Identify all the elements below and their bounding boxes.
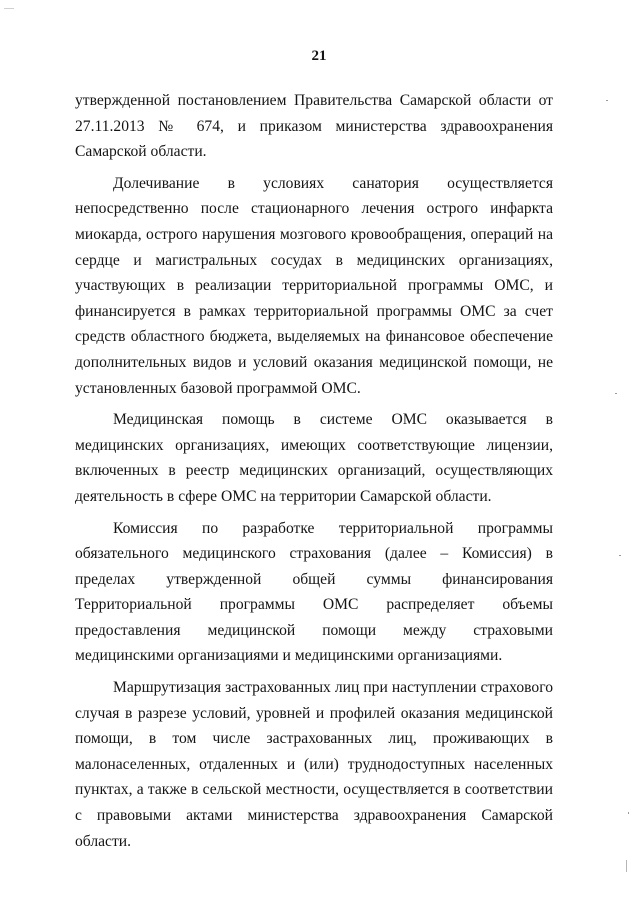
scan-speck <box>615 393 617 394</box>
paragraph-routing: Маршрутизация застрахованных лиц при наступлении страхового случая в разрезе условий, уровней и профилей оказания медицинской помощи, в том числе застрахованных лиц, проживающих в малонаселенных, отдаленных и (или) труднодоступных населенных пунктах, а также в сельской местности, осуществляется в соответствии с правовыми актами министерства здравоохранения Самарской области. <box>75 679 553 850</box>
paragraph-rehabilitation: Долечивание в условиях санатория осуществляется непосредственно после стационарного лечения острого инфаркта миокарда, острого нарушения мозгового кровообращения, операций на сердце и магистральных сосудах в медицинских организациях, участвующих в реализации территориальной программы ОМС, и финансируется в рамках территориальной программы ОМС за счет средств областного бюджета, выделяемых на финансовое обеспечение дополнительных видов и условий оказания медицинской помощи, не установленных базовой программой ОМС. <box>75 174 553 397</box>
scan-edge-mark <box>4 8 14 9</box>
paragraph-oms-care: Медицинская помощь в системе ОМС оказывается в медицинских организациях, имеющих соответствующие лицензии, включенных в реестр медицинских организаций, осуществляющих деятельность в сфере ОМС на территории Самарской области. <box>75 411 553 505</box>
paragraph-continuation: утвержденной постановлением Правительства Самарской области от 27.11.2013 № 674, и приказом министерства здравоохранения Самарской области. <box>75 92 553 161</box>
scan-speck <box>619 555 621 556</box>
page-number: 21 <box>311 48 327 64</box>
scan-speck <box>628 812 629 814</box>
scan-edge-mark <box>626 860 627 872</box>
paragraph-commission: Комиссия по разработке территориальной программы обязательного медицинского страхования (далее – Комиссия) в пределах утвержденной общей суммы финансирования Территориальной программы ОМС распределяет объемы предоставления медицинской помощи между страховыми медицинскими организациями и медицинскими организациями. <box>75 519 553 665</box>
scan-speck <box>606 100 608 101</box>
document-body <box>75 88 553 860</box>
